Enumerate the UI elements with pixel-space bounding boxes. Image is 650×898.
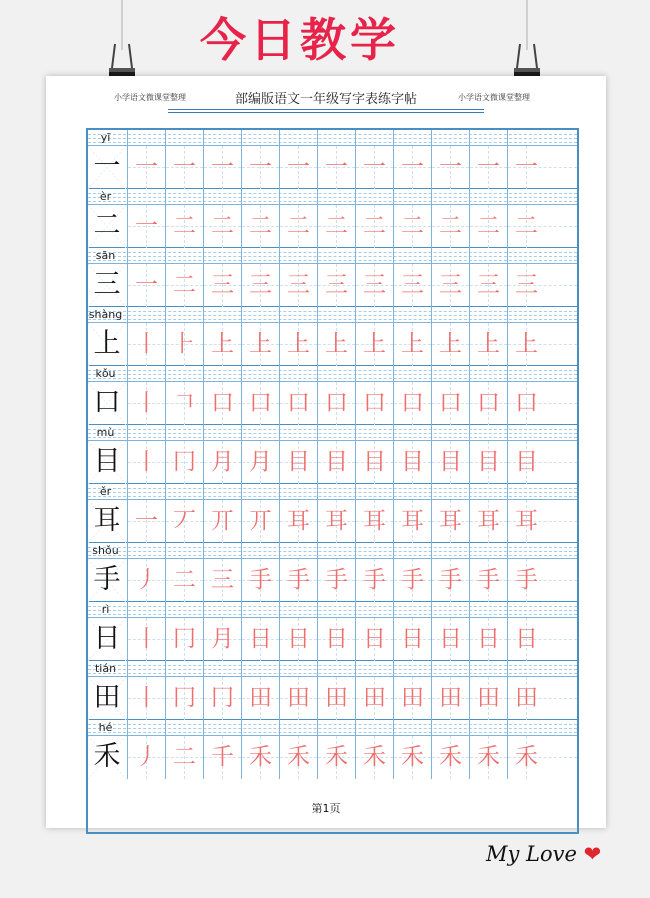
model-cell <box>88 484 128 543</box>
stroke-order-glyph: 口 <box>477 390 500 416</box>
stroke-order-glyph: 一 <box>211 154 234 180</box>
practice-cell <box>470 307 508 366</box>
model-cell <box>88 248 128 307</box>
stroke-order-glyph: 口 <box>363 390 386 416</box>
stroke-order-glyph: 禾 <box>401 744 424 770</box>
practice-cell <box>128 248 166 307</box>
practice-cell <box>394 661 432 720</box>
practice-cell <box>280 425 318 484</box>
model-cell <box>88 720 128 779</box>
stroke-order-glyph: 田 <box>401 685 424 711</box>
stroke-order-glyph: 上 <box>249 331 272 357</box>
stroke-order-glyph: 上 <box>515 331 538 357</box>
stroke-order-glyph: 二 <box>173 272 196 298</box>
practice-row <box>88 602 577 661</box>
stroke-order-glyph: 一 <box>401 154 424 180</box>
practice-cell <box>242 720 280 779</box>
practice-cell <box>508 602 577 661</box>
worksheet-title: 部编版语文一年级写字表练字帖 <box>234 92 417 107</box>
practice-cell <box>318 248 356 307</box>
stroke-order-glyph: 三 <box>249 272 272 298</box>
header-rule-2 <box>168 112 484 113</box>
stroke-order-glyph: 三 <box>287 272 310 298</box>
stroke-order-glyph: 一 <box>135 213 158 239</box>
practice-cell <box>394 602 432 661</box>
stroke-order-glyph: 一 <box>135 508 158 534</box>
stroke-order-glyph: 丌 <box>249 508 272 534</box>
practice-cell <box>128 661 166 720</box>
model-character: 二 <box>93 210 121 241</box>
practice-cell <box>470 130 508 189</box>
stroke-order-glyph: 口 <box>287 390 310 416</box>
stroke-order-glyph: 丨 <box>135 449 158 475</box>
stroke-order-glyph: 月 <box>249 449 272 475</box>
stroke-order-glyph: 手 <box>439 567 462 593</box>
stroke-order-glyph: 上 <box>325 331 348 357</box>
practice-cell <box>356 602 394 661</box>
practice-cell <box>280 366 318 425</box>
pinyin-label: shàng <box>88 308 123 321</box>
practice-cell <box>432 661 470 720</box>
stroke-order-glyph: 田 <box>477 685 500 711</box>
stroke-order-glyph: 手 <box>249 567 272 593</box>
model-cell <box>88 307 128 366</box>
stroke-order-glyph: 耳 <box>515 508 538 534</box>
stroke-order-glyph: 一 <box>439 154 462 180</box>
practice-cell <box>356 720 394 779</box>
practice-cell <box>508 189 577 248</box>
heart-icon: ❤ <box>583 842 602 866</box>
practice-cell <box>318 307 356 366</box>
practice-cell <box>204 543 242 602</box>
stroke-order-glyph: 口 <box>515 390 538 416</box>
practice-cell <box>204 425 242 484</box>
practice-cell <box>470 425 508 484</box>
stroke-order-glyph: 三 <box>515 272 538 298</box>
stroke-order-glyph: 禾 <box>363 744 386 770</box>
stroke-order-glyph: 一 <box>135 272 158 298</box>
stroke-order-glyph: 禾 <box>287 744 310 770</box>
practice-cell <box>242 543 280 602</box>
stroke-order-glyph: 手 <box>515 567 538 593</box>
stroke-order-glyph: 三 <box>211 567 234 593</box>
practice-cell <box>280 543 318 602</box>
practice-cell <box>204 248 242 307</box>
stroke-order-glyph: 二 <box>211 213 234 239</box>
stroke-order-glyph: 丿 <box>135 567 158 593</box>
stroke-order-glyph: 耳 <box>401 508 424 534</box>
stroke-order-glyph: 三 <box>211 272 234 298</box>
header-rule <box>168 109 484 110</box>
signature <box>486 842 601 866</box>
practice-cell <box>166 130 204 189</box>
practice-cell <box>470 248 508 307</box>
practice-cell <box>128 189 166 248</box>
stroke-order-glyph: 二 <box>515 213 538 239</box>
stroke-order-glyph: 田 <box>287 685 310 711</box>
practice-cell <box>242 189 280 248</box>
practice-cell <box>166 189 204 248</box>
practice-cell <box>166 543 204 602</box>
stroke-order-glyph: 手 <box>287 567 310 593</box>
practice-cell <box>394 484 432 543</box>
stroke-order-glyph: 日 <box>287 626 310 652</box>
stroke-order-glyph: 手 <box>325 567 348 593</box>
practice-cell <box>242 661 280 720</box>
practice-cell <box>432 248 470 307</box>
practice-cell <box>394 720 432 779</box>
practice-cell <box>394 130 432 189</box>
stroke-order-glyph: 田 <box>439 685 462 711</box>
practice-cell <box>508 543 577 602</box>
stroke-order-glyph: 日 <box>439 626 462 652</box>
stroke-order-glyph: 二 <box>439 213 462 239</box>
practice-cell <box>356 425 394 484</box>
stroke-order-glyph: 三 <box>439 272 462 298</box>
practice-cell <box>242 366 280 425</box>
model-cell <box>88 130 128 189</box>
page-number: 第1页 <box>311 802 341 815</box>
practice-cell <box>356 366 394 425</box>
pinyin-label: rì <box>101 603 110 616</box>
practice-cell <box>242 602 280 661</box>
stroke-order-glyph: 月 <box>211 449 234 475</box>
stroke-order-glyph: 二 <box>363 213 386 239</box>
practice-cell <box>204 130 242 189</box>
header-right-note: 小学语文微课堂整理 <box>458 93 530 102</box>
practice-cell <box>432 307 470 366</box>
stroke-order-glyph: 二 <box>173 744 196 770</box>
practice-cell <box>508 720 577 779</box>
practice-cell <box>394 248 432 307</box>
practice-cell <box>356 484 394 543</box>
stroke-order-glyph: 禾 <box>249 744 272 770</box>
practice-cell <box>318 661 356 720</box>
header-left-note: 小学语文微课堂整理 <box>114 93 186 102</box>
stroke-order-glyph: 禾 <box>477 744 500 770</box>
practice-cell <box>318 602 356 661</box>
practice-cell <box>128 366 166 425</box>
stroke-order-glyph: 禾 <box>325 744 348 770</box>
pinyin-label: sān <box>95 249 116 262</box>
practice-cell <box>470 602 508 661</box>
stroke-order-glyph: 耳 <box>363 508 386 534</box>
practice-cell <box>432 543 470 602</box>
practice-grid <box>86 128 579 834</box>
practice-cell <box>508 425 577 484</box>
stroke-order-glyph: 目 <box>401 449 424 475</box>
practice-cell <box>356 130 394 189</box>
model-cell <box>88 425 128 484</box>
stroke-order-glyph: 口 <box>249 390 272 416</box>
practice-cell <box>128 602 166 661</box>
practice-cell <box>508 248 577 307</box>
stroke-order-glyph: 二 <box>477 213 500 239</box>
practice-cell <box>280 661 318 720</box>
practice-row <box>88 307 577 366</box>
model-character: 手 <box>93 564 121 595</box>
model-character: 田 <box>93 682 121 713</box>
stroke-order-glyph: 丆 <box>173 508 196 534</box>
stroke-order-glyph: 手 <box>401 567 424 593</box>
practice-cell <box>280 248 318 307</box>
stroke-order-glyph: 上 <box>401 331 424 357</box>
stroke-order-glyph: 口 <box>439 390 462 416</box>
practice-row <box>88 366 577 425</box>
stroke-order-glyph: 上 <box>211 331 234 357</box>
stroke-order-glyph: 日 <box>515 626 538 652</box>
stroke-order-glyph: 二 <box>173 213 196 239</box>
stroke-order-glyph: 一 <box>287 154 310 180</box>
stroke-order-glyph: 月 <box>211 626 234 652</box>
stroke-order-glyph: 一 <box>363 154 386 180</box>
stroke-order-glyph: 三 <box>401 272 424 298</box>
model-cell <box>88 602 128 661</box>
stroke-order-glyph: 二 <box>173 567 196 593</box>
practice-cell <box>166 425 204 484</box>
practice-cell <box>318 366 356 425</box>
stroke-order-glyph: 口 <box>401 390 424 416</box>
stroke-order-glyph: 冂 <box>173 626 196 652</box>
stroke-order-glyph: 一 <box>135 154 158 180</box>
practice-row <box>88 189 577 248</box>
practice-cell <box>166 661 204 720</box>
practice-cell <box>128 130 166 189</box>
practice-cell <box>242 425 280 484</box>
model-cell <box>88 661 128 720</box>
model-character: 目 <box>93 446 121 477</box>
practice-cell <box>128 543 166 602</box>
practice-cell <box>280 484 318 543</box>
practice-cell <box>166 602 204 661</box>
practice-cell <box>394 189 432 248</box>
stroke-order-glyph: 手 <box>363 567 386 593</box>
practice-cell <box>204 661 242 720</box>
stroke-order-glyph: 二 <box>401 213 424 239</box>
practice-cell <box>204 484 242 543</box>
practice-cell <box>356 661 394 720</box>
practice-cell <box>432 366 470 425</box>
practice-cell <box>318 189 356 248</box>
stroke-order-glyph: 一 <box>477 154 500 180</box>
practice-row <box>88 248 577 307</box>
practice-row <box>88 425 577 484</box>
practice-cell <box>318 484 356 543</box>
model-cell <box>88 543 128 602</box>
practice-cell <box>394 543 432 602</box>
stroke-order-glyph: 田 <box>249 685 272 711</box>
practice-cell <box>280 130 318 189</box>
stroke-order-glyph: 上 <box>363 331 386 357</box>
stroke-order-glyph: 丌 <box>211 508 234 534</box>
stroke-order-glyph: 目 <box>287 449 310 475</box>
stroke-order-glyph: 目 <box>477 449 500 475</box>
practice-cell <box>204 189 242 248</box>
stroke-order-glyph: 目 <box>515 449 538 475</box>
practice-cell <box>432 189 470 248</box>
pinyin-label: hé <box>98 721 113 734</box>
practice-cell <box>318 130 356 189</box>
stroke-order-glyph: 丨 <box>135 685 158 711</box>
stroke-order-glyph: 目 <box>439 449 462 475</box>
stroke-order-glyph: 冂 <box>173 685 196 711</box>
practice-cell <box>280 189 318 248</box>
model-character: 口 <box>93 387 121 418</box>
pinyin-label: yī <box>100 131 111 144</box>
practice-cell <box>470 543 508 602</box>
practice-cell <box>508 130 577 189</box>
pinyin-label: shǒu <box>92 544 119 557</box>
practice-cell <box>318 425 356 484</box>
practice-cell <box>166 307 204 366</box>
stroke-order-glyph: 二 <box>249 213 272 239</box>
practice-cell <box>394 425 432 484</box>
worksheet <box>46 76 606 828</box>
practice-cell <box>166 720 204 779</box>
stroke-order-glyph: 三 <box>325 272 348 298</box>
practice-row <box>88 661 577 720</box>
stroke-order-glyph: 二 <box>287 213 310 239</box>
stroke-order-glyph: 𠃍 <box>173 390 196 416</box>
practice-cell <box>242 130 280 189</box>
stroke-order-glyph: 三 <box>363 272 386 298</box>
practice-cell <box>356 189 394 248</box>
stroke-order-glyph: 丨 <box>135 626 158 652</box>
pinyin-label: èr <box>99 190 112 203</box>
stroke-order-glyph: 丿 <box>135 744 158 770</box>
practice-cell <box>432 130 470 189</box>
practice-cell <box>432 484 470 543</box>
pinyin-label: ěr <box>99 485 112 498</box>
pinyin-label: tián <box>94 662 117 675</box>
model-character: 耳 <box>93 505 121 536</box>
practice-cell <box>242 307 280 366</box>
stroke-order-glyph: ⺊ <box>173 331 196 357</box>
practice-cell <box>166 366 204 425</box>
model-character: 上 <box>93 328 121 359</box>
stroke-order-glyph: 上 <box>439 331 462 357</box>
model-character: 禾 <box>93 741 121 772</box>
practice-cell <box>204 307 242 366</box>
practice-cell <box>356 307 394 366</box>
stroke-order-glyph: 三 <box>477 272 500 298</box>
practice-row <box>88 543 577 602</box>
practice-row <box>88 720 577 779</box>
practice-cell <box>128 484 166 543</box>
practice-cell <box>204 720 242 779</box>
practice-cell <box>280 602 318 661</box>
practice-cell <box>508 307 577 366</box>
practice-cell <box>242 248 280 307</box>
model-cell <box>88 366 128 425</box>
stroke-order-glyph: 日 <box>249 626 272 652</box>
stroke-order-glyph: 一 <box>173 154 196 180</box>
practice-cell <box>470 484 508 543</box>
stroke-order-glyph: 田 <box>325 685 348 711</box>
model-character: 一 <box>93 151 121 182</box>
practice-cell <box>166 248 204 307</box>
stroke-order-glyph: 日 <box>477 626 500 652</box>
stroke-order-glyph: 冂 <box>173 449 196 475</box>
practice-cell <box>432 425 470 484</box>
stroke-order-glyph: 日 <box>325 626 348 652</box>
pinyin-label: mù <box>96 426 115 439</box>
stroke-order-glyph: 丨 <box>135 390 158 416</box>
stroke-order-glyph: 手 <box>477 567 500 593</box>
stroke-order-glyph: 冂 <box>211 685 234 711</box>
stroke-order-glyph: 一 <box>325 154 348 180</box>
practice-cell <box>318 720 356 779</box>
stroke-order-glyph: 上 <box>287 331 310 357</box>
practice-cell <box>470 189 508 248</box>
stroke-order-glyph: 口 <box>211 390 234 416</box>
stroke-order-glyph: 耳 <box>439 508 462 534</box>
stroke-order-glyph: 田 <box>363 685 386 711</box>
practice-cell <box>280 307 318 366</box>
practice-cell <box>318 543 356 602</box>
practice-cell <box>128 720 166 779</box>
model-cell <box>88 189 128 248</box>
model-character: 日 <box>93 623 121 654</box>
practice-cell <box>470 661 508 720</box>
stroke-order-glyph: 日 <box>363 626 386 652</box>
practice-cell <box>356 248 394 307</box>
practice-cell <box>394 307 432 366</box>
practice-cell <box>356 543 394 602</box>
practice-cell <box>394 366 432 425</box>
practice-cell <box>470 366 508 425</box>
practice-cell <box>204 602 242 661</box>
practice-cell <box>128 307 166 366</box>
stroke-order-glyph: 耳 <box>477 508 500 534</box>
stroke-order-glyph: 目 <box>363 449 386 475</box>
stroke-order-glyph: 口 <box>325 390 348 416</box>
practice-row <box>88 484 577 543</box>
practice-cell <box>432 602 470 661</box>
pinyin-label: kǒu <box>95 367 116 380</box>
practice-cell <box>508 484 577 543</box>
stroke-order-glyph: 禾 <box>439 744 462 770</box>
stroke-order-glyph: 日 <box>401 626 424 652</box>
practice-cell <box>508 366 577 425</box>
practice-cell <box>470 720 508 779</box>
practice-cell <box>242 484 280 543</box>
stroke-order-glyph: 田 <box>515 685 538 711</box>
stroke-order-glyph: 耳 <box>287 508 310 534</box>
stroke-order-glyph: 目 <box>325 449 348 475</box>
stroke-order-glyph: 一 <box>515 154 538 180</box>
stroke-order-glyph: 禾 <box>515 744 538 770</box>
signature-text: My Love <box>486 842 577 866</box>
practice-cell <box>280 720 318 779</box>
stroke-order-glyph: 耳 <box>325 508 348 534</box>
model-character: 三 <box>93 269 121 300</box>
practice-cell <box>204 366 242 425</box>
practice-row <box>88 130 577 189</box>
stroke-order-glyph: 丨 <box>135 331 158 357</box>
practice-cell <box>128 425 166 484</box>
stroke-order-glyph: 千 <box>211 744 234 770</box>
practice-cell <box>432 720 470 779</box>
stroke-order-glyph: 一 <box>249 154 272 180</box>
banner-title: 今日教学 <box>200 13 400 67</box>
stroke-order-glyph: 上 <box>477 331 500 357</box>
practice-cell <box>166 484 204 543</box>
practice-cell <box>508 661 577 720</box>
stroke-order-glyph: 二 <box>325 213 348 239</box>
